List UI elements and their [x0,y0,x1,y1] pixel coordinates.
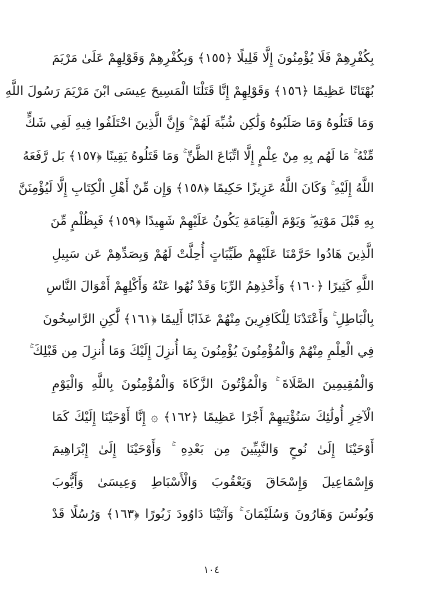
quran-text-block [5,42,374,531]
text-line-3: وَمَا قَتَلُوهُ وَمَا صَلَبُوهُ وَلَٰكِن شُبِّهَ لَهُمْ ۚ وَإِنَّ الَّذِينَ اخْتَلَفُوا فِيهِ لَفِي شَكٍّ [25,115,374,131]
page-number: ١٠٤ [203,565,220,576]
text-line-11: وَالْمُقِيمِينَ الصَّلَاةَ ۚ وَالْمُؤْتُونَ الزَّكَاةَ وَالْمُؤْمِنُونَ بِاللَّهِ وَالْيَوْمِ [52,375,374,391]
text-line-12: الْآخِرِ أُولَٰئِكَ سَنُؤْتِيهِمْ أَجْرًا عَظِيمًا ﴿١٦٢﴾ ۞ إِنَّا أَوْحَيْنَا إِلَيْكَ كَمَا [52,408,374,424]
text-line-2: بُهْتَانًا عَظِيمًا ﴿١٥٦﴾ وَقَوْلِهِمْ إِنَّا قَتَلْنَا الْمَسِيحَ عِيسَى ابْنَ مَرْيَمَ رَسُولَ اللَّهِ [5,82,374,98]
text-line-5: اللَّهُ إِلَيْهِ ۚ وَكَانَ اللَّهُ عَزِيزًا حَكِيمًا ﴿١٥٨﴾ وَإِن مِّنْ أَهْلِ الْكِتَابِ إِلَّا لَيُؤْمِنَنَّ [18,180,374,196]
text-line-13: أَوْحَيْنَا إِلَىٰ نُوحٍ وَالنَّبِيِّينَ مِن بَعْدِهِ ۚ وَأَوْحَيْنَا إِلَىٰ إِبْرَاهِيمَ [52,441,374,457]
text-line-14: وَإِسْمَاعِيلَ وَإِسْحَاقَ وَيَعْقُوبَ وَالْأَسْبَاطِ وَعِيسَىٰ وَأَيُّوبَ [52,473,374,489]
text-line-6: بِهِ قَبْلَ مَوْتِهِ ۖ وَيَوْمَ الْقِيَامَةِ يَكُونُ عَلَيْهِمْ شَهِيدًا ﴿١٥٩﴾ فَبِظُلْمٍ مِّنَ [50,212,374,228]
text-line-1: بِكُفْرِهِمْ فَلَا يُؤْمِنُونَ إِلَّا قَلِيلًا ﴿١٥٥﴾ وَبِكُفْرِهِمْ وَقَوْلِهِمْ عَلَىٰ مَرْيَمَ [52,50,374,65]
text-line-4: مِّنْهُ ۚ مَا لَهُم بِهِ مِنْ عِلْمٍ إِلَّا اتِّبَاعَ الظَّنِّ ۚ وَمَا قَتَلُوهُ يَقِينًا ﴿١٥٧﴾ بَل رَّفَعَهُ [22,147,374,163]
text-line-8: اللَّهِ كَثِيرًا ﴿١٦٠﴾ وَأَخْذِهِمُ الرِّبَا وَقَدْ نُهُوا عَنْهُ وَأَكْلِهِمْ أَمْوَالَ النَّاسِ [46,278,374,294]
text-line-10: فِي الْعِلْمِ مِنْهُمْ وَالْمُؤْمِنُونَ يُؤْمِنُونَ بِمَا أُنزِلَ إِلَيْكَ وَمَا أُنزِلَ مِن قَبْلِكَ ۚ [29,343,374,359]
text-line-9: بِالْبَاطِلِ ۚ وَأَعْتَدْنَا لِلْكَافِرِينَ مِنْهُمْ عَذَابًا أَلِيمًا ﴿١٦١﴾ لَّٰكِنِ الرَّاسِخُونَ [42,310,374,326]
text-line-15: وَيُونُسَ وَهَارُونَ وَسُلَيْمَانَ ۚ وَآتَيْنَا دَاوُودَ زَبُورًا ﴿١٦٣﴾ وَرُسُلًا قَدْ [52,506,374,522]
text-line-7: الَّذِينَ هَادُوا حَرَّمْنَا عَلَيْهِمْ طَيِّبَاتٍ أُحِلَّتْ لَهُمْ وَبِصَدِّهِمْ عَن سَبِيلِ [52,245,374,261]
